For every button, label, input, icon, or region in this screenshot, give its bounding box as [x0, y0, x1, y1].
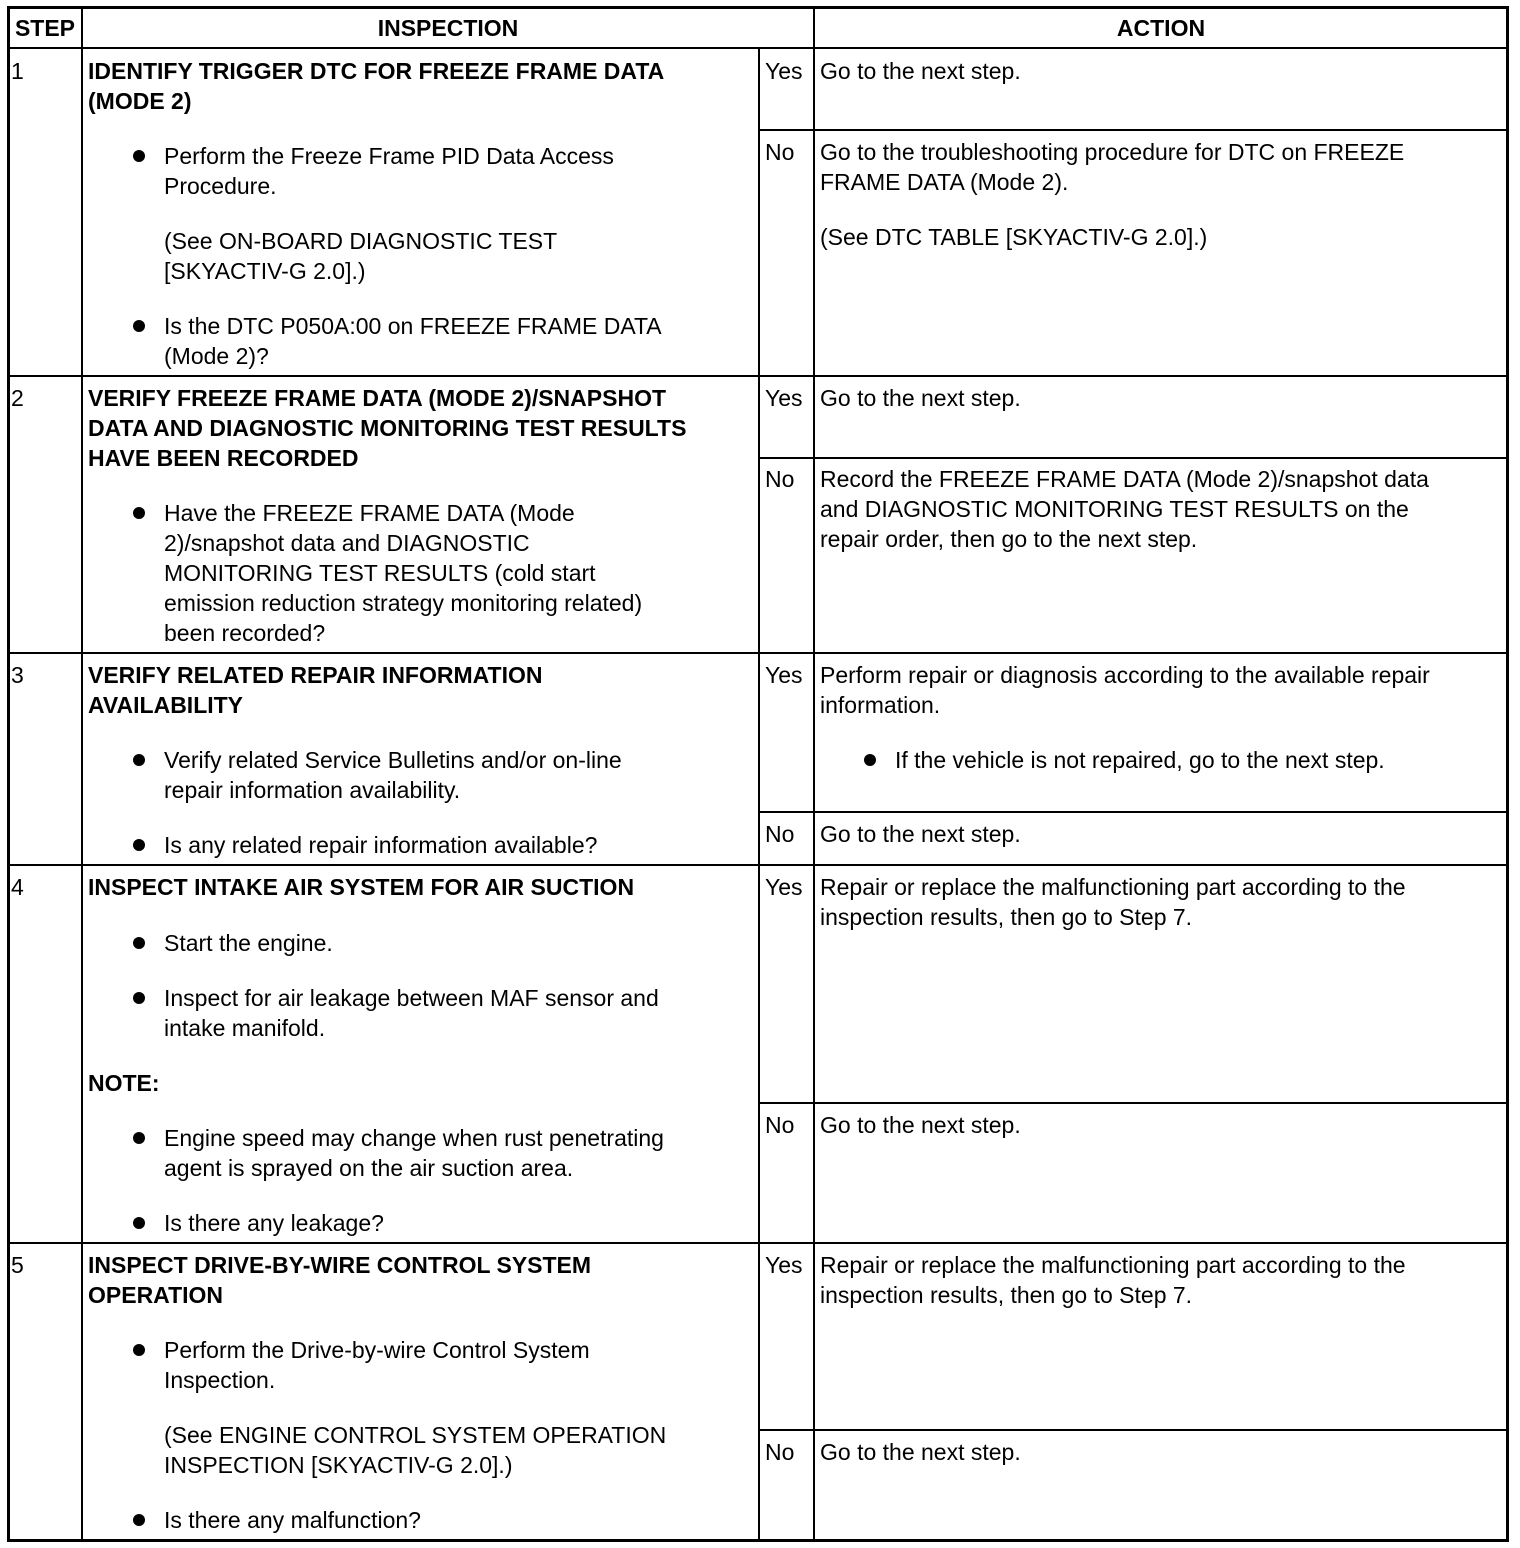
column-divider-action — [813, 6, 815, 1542]
no-action: Go to the next step. — [820, 821, 1021, 847]
reference-link[interactable]: (See ON-BOARD DIAGNOSTIC TEST — [164, 228, 558, 254]
step-title: OPERATION — [88, 1282, 224, 1308]
bullet-icon — [133, 839, 145, 851]
reference-link[interactable]: (See DTC TABLE [SKYACTIV-G 2.0].) — [820, 224, 1208, 250]
inspection-item: Inspect for air leakage between MAF sensor and — [164, 985, 659, 1011]
yes-action: inspection results, then go to Step 7. — [820, 1282, 1193, 1308]
no-label: No — [765, 1112, 795, 1138]
step-title: (MODE 2) — [88, 88, 192, 114]
yes-action: Go to the next step. — [820, 385, 1021, 411]
reference-link[interactable]: (See ENGINE CONTROL SYSTEM OPERATION — [164, 1422, 667, 1448]
bullet-icon — [133, 150, 145, 162]
bullet-icon — [133, 1514, 145, 1526]
step-number: 2 — [11, 385, 24, 411]
bullet-icon — [133, 754, 145, 766]
header-divider — [7, 47, 1509, 49]
inspection-item: Is there any leakage? — [164, 1210, 384, 1236]
yes-action: Repair or replace the malfunctioning part according to the — [820, 1252, 1406, 1278]
inspection-item: Verify related Service Bulletins and/or on-line — [164, 747, 622, 773]
no-label: No — [765, 1439, 795, 1465]
inspection-item: Is there any malfunction? — [164, 1507, 421, 1533]
row-divider — [7, 375, 1509, 377]
bullet-icon — [133, 1344, 145, 1356]
yes-label: Yes — [765, 1252, 803, 1278]
yes-action: Repair or replace the malfunctioning part according to the — [820, 874, 1406, 900]
no-action: Go to the next step. — [820, 1112, 1021, 1138]
step-title: INSPECT DRIVE-BY-WIRE CONTROL SYSTEM — [88, 1252, 592, 1278]
bullet-icon — [133, 992, 145, 1004]
yes-action: Go to the next step. — [820, 58, 1021, 84]
bullet-icon — [133, 1217, 145, 1229]
reference-link[interactable]: [SKYACTIV-G 2.0].) — [164, 258, 366, 284]
no-action: Go to the next step. — [820, 1439, 1021, 1465]
inspection-item: Procedure. — [164, 173, 277, 199]
inspection-item: Have the FREEZE FRAME DATA (Mode — [164, 500, 575, 526]
bullet-icon — [133, 1132, 145, 1144]
inspection-item: MONITORING TEST RESULTS (cold start — [164, 560, 596, 586]
step-title: IDENTIFY TRIGGER DTC FOR FREEZE FRAME DATA — [88, 58, 665, 84]
step-title: INSPECT INTAKE AIR SYSTEM FOR AIR SUCTION — [88, 874, 635, 900]
inspection-item: Engine speed may change when rust penetrating — [164, 1125, 664, 1151]
step-title: AVAILABILITY — [88, 692, 244, 718]
inspection-item: Is any related repair information available? — [164, 832, 598, 858]
step-title: DATA AND DIAGNOSTIC MONITORING TEST RESULTS — [88, 415, 687, 441]
bullet-icon — [133, 937, 145, 949]
yes-action: information. — [820, 692, 941, 718]
step-number: 4 — [11, 874, 24, 900]
inspection-item: Is the DTC P050A:00 on FREEZE FRAME DATA — [164, 313, 662, 339]
yes-label: Yes — [765, 58, 803, 84]
yes-action: Perform repair or diagnosis according to the available repair — [820, 662, 1430, 688]
no-action: FRAME DATA (Mode 2). — [820, 169, 1069, 195]
inspection-item: Start the engine. — [164, 930, 333, 956]
step-title: VERIFY RELATED REPAIR INFORMATION — [88, 662, 543, 688]
yes-no-divider — [758, 129, 1509, 131]
yes-action: inspection results, then go to Step 7. — [820, 904, 1193, 930]
column-divider-step — [81, 6, 83, 1542]
inspection-item: (Mode 2)? — [164, 343, 269, 369]
reference-link[interactable]: INSPECTION [SKYACTIV-G 2.0].) — [164, 1452, 513, 1478]
step-title: HAVE BEEN RECORDED — [88, 445, 359, 471]
inspection-item: been recorded? — [164, 620, 326, 646]
bullet-icon — [133, 507, 145, 519]
header-action: ACTION — [1116, 15, 1206, 41]
yes-action-item: If the vehicle is not repaired, go to the next step. — [895, 747, 1385, 773]
header-inspection: INSPECTION — [377, 15, 519, 41]
step-number: 5 — [11, 1252, 24, 1278]
inspection-item: Perform the Freeze Frame PID Data Access — [164, 143, 614, 169]
row-divider — [7, 652, 1509, 654]
bullet-icon — [133, 320, 145, 332]
row-divider — [7, 1242, 1509, 1244]
inspection-item: Inspection. — [164, 1367, 276, 1393]
no-action: Go to the troubleshooting procedure for DTC on FREEZE — [820, 139, 1405, 165]
step-title: VERIFY FREEZE FRAME DATA (MODE 2)/SNAPSHOT — [88, 385, 667, 411]
header-step: STEP — [14, 15, 76, 41]
inspection-item: emission reduction strategy monitoring related) — [164, 590, 643, 616]
yes-no-divider — [758, 457, 1509, 459]
no-action: and DIAGNOSTIC MONITORING TEST RESULTS on the — [820, 496, 1409, 522]
no-action: repair order, then go to the next step. — [820, 526, 1198, 552]
no-label: No — [765, 821, 795, 847]
inspection-item: Perform the Drive-by-wire Control System — [164, 1337, 590, 1363]
yes-label: Yes — [765, 662, 803, 688]
note-label: NOTE: — [88, 1070, 160, 1096]
inspection-item: repair information availability. — [164, 777, 461, 803]
inspection-item: agent is sprayed on the air suction area. — [164, 1155, 574, 1181]
yes-no-divider — [758, 811, 1509, 813]
yes-no-divider — [758, 1102, 1509, 1104]
yes-label: Yes — [765, 874, 803, 900]
bullet-icon — [864, 754, 876, 766]
no-label: No — [765, 466, 795, 492]
yes-label: Yes — [765, 385, 803, 411]
inspection-item: intake manifold. — [164, 1015, 326, 1041]
inspection-item: 2)/snapshot data and DIAGNOSTIC — [164, 530, 530, 556]
yes-no-divider — [758, 1429, 1509, 1431]
row-divider — [7, 864, 1509, 866]
step-number: 1 — [11, 58, 24, 84]
column-divider-yesno — [758, 47, 760, 1542]
step-number: 3 — [11, 662, 24, 688]
no-action: Record the FREEZE FRAME DATA (Mode 2)/snapshot data — [820, 466, 1429, 492]
no-label: No — [765, 139, 795, 165]
